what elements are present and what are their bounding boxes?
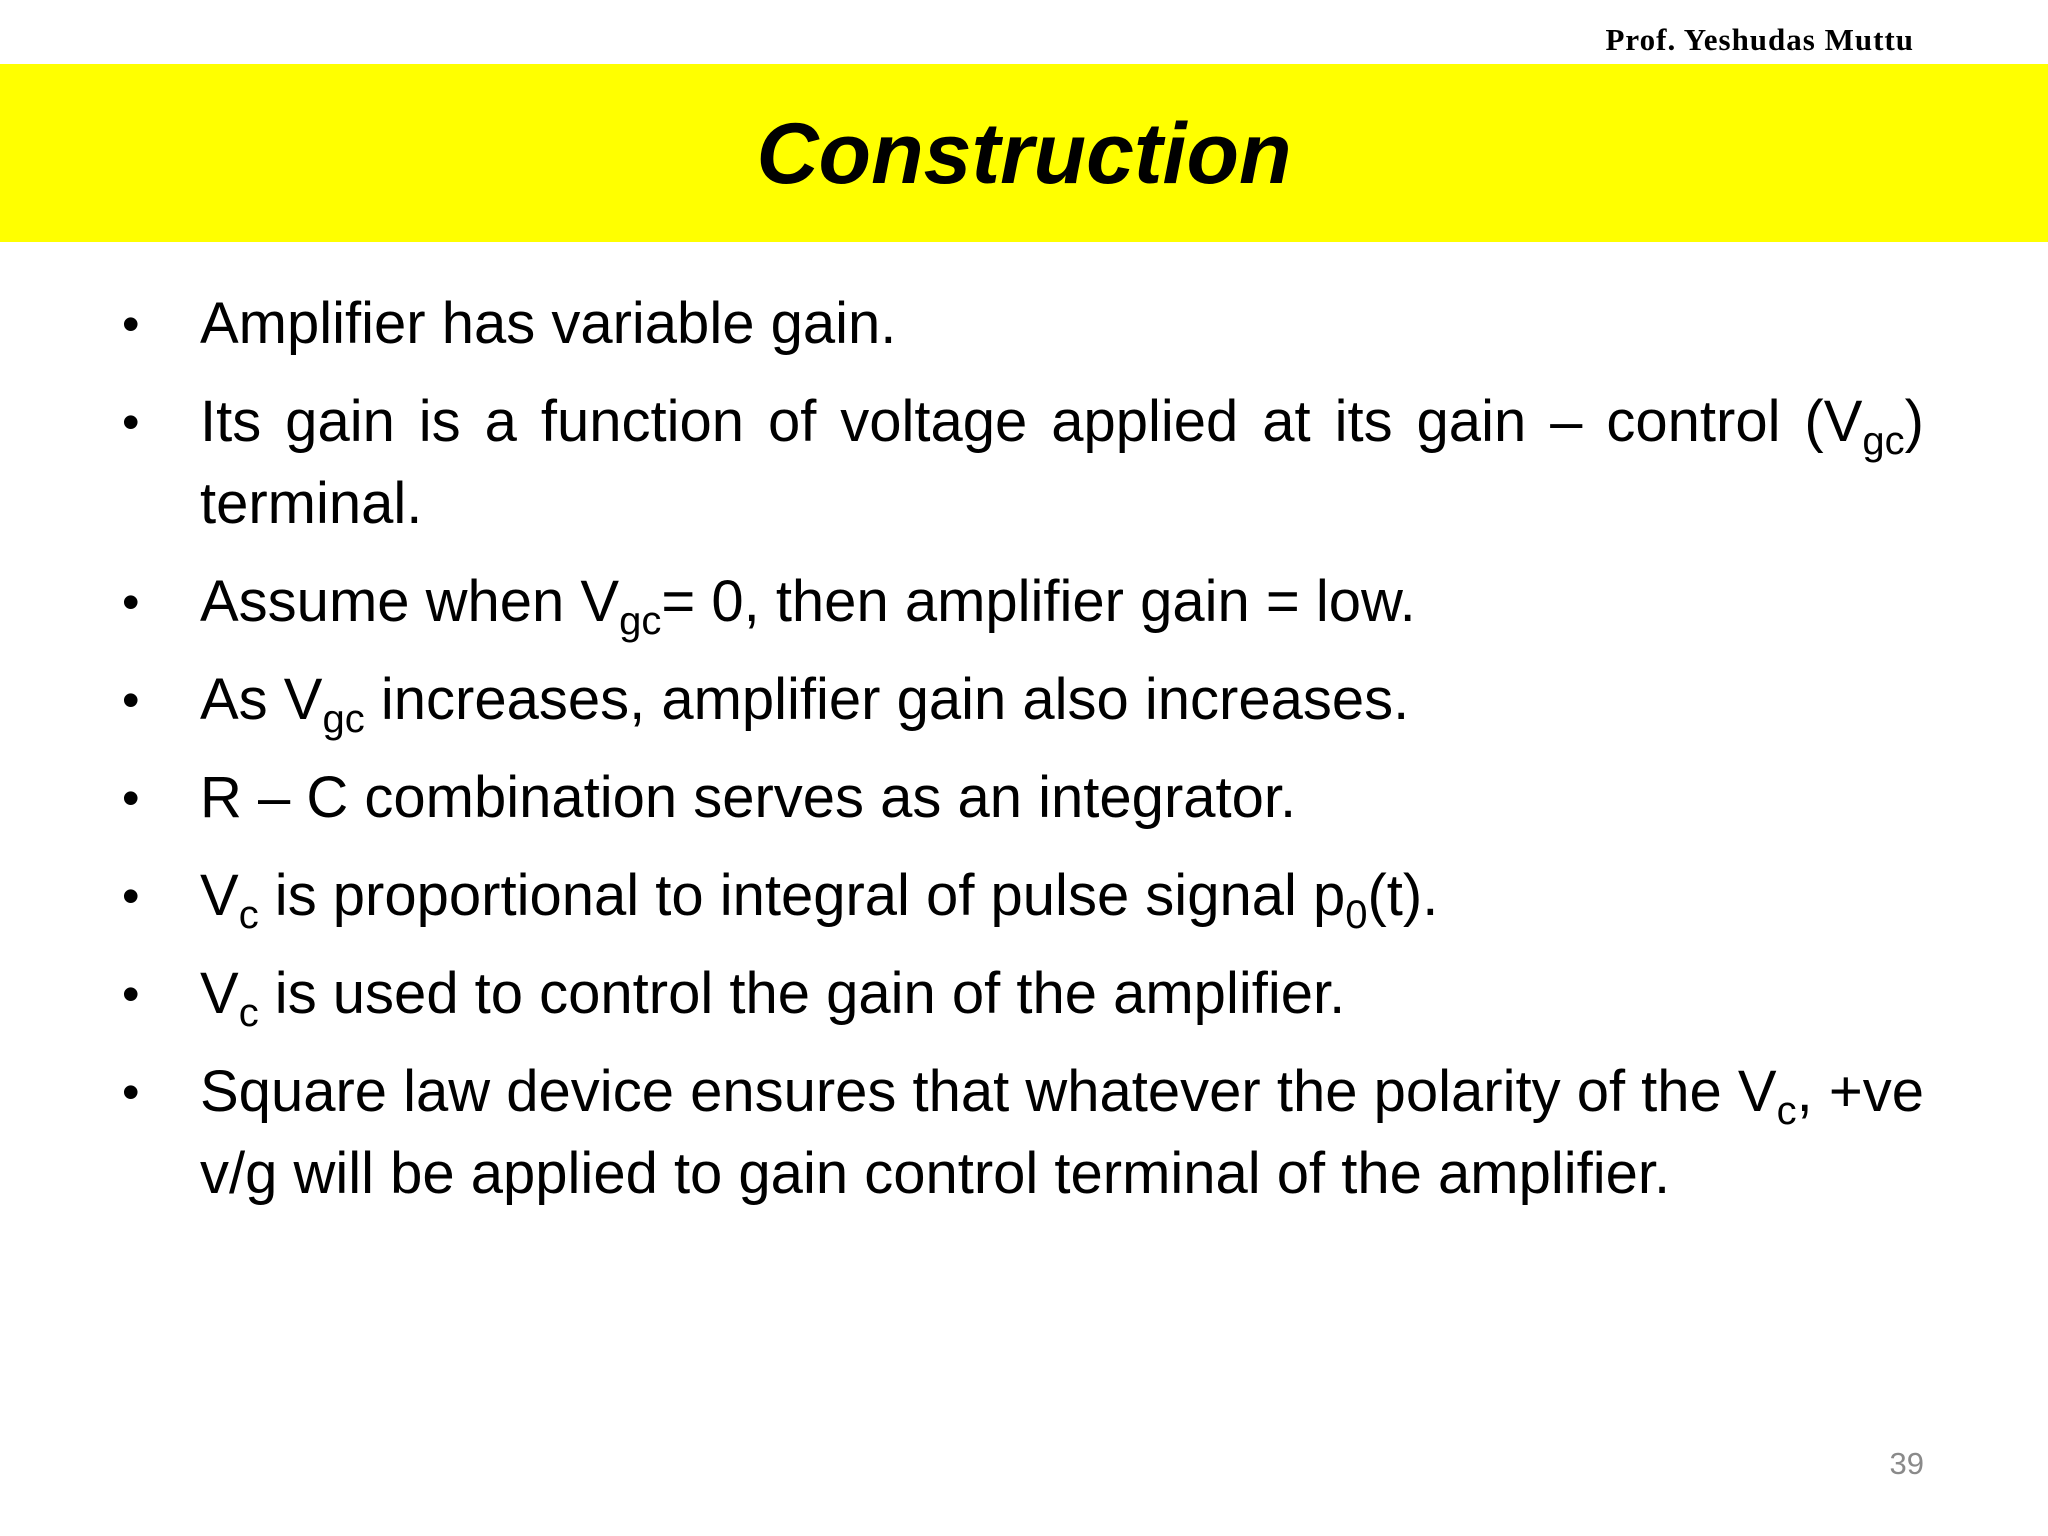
bullet-text: Square law device ensures that whatever the polarity of the V: [200, 1059, 1777, 1124]
bullet-icon: •: [122, 296, 140, 352]
bullet-item-6: [0, 855, 1924, 937]
bullet-icon: •: [122, 1064, 140, 1120]
bullet-item-1: [0, 283, 1924, 365]
bullet-icon: •: [122, 966, 140, 1022]
bullet-text: ) terminal.: [200, 389, 1924, 536]
bullet-text: increases, amplifier gain also increases.: [364, 667, 1410, 732]
bullet-text: Its gain is a function of voltage applied at its gain – control (V: [200, 389, 1863, 454]
bullet-item-7: [0, 953, 1924, 1035]
subscript: c: [238, 991, 259, 1035]
subscript: gc: [619, 599, 662, 643]
bullet-text: V: [200, 863, 239, 928]
page-number: 39: [1889, 1446, 1924, 1481]
bullet-icon: •: [122, 394, 140, 450]
subscript: gc: [1862, 419, 1905, 463]
bullet-text: is used to control the gain of the amplifier.: [258, 961, 1346, 1026]
bullet-icon: •: [122, 868, 140, 924]
bullet-item-8: [0, 1051, 1924, 1215]
subscript: c: [1776, 1089, 1797, 1133]
slide-title: Construction: [756, 106, 1292, 202]
subscript: c: [238, 893, 259, 937]
subscript: gc: [322, 697, 365, 741]
bullet-text: R – C combination serves as an integrator.: [200, 765, 1297, 830]
bullet-list: [0, 283, 2048, 1231]
author-name: Prof. Yeshudas Muttu: [1605, 22, 1914, 57]
bullet-text: (t).: [1367, 863, 1439, 928]
bullet-icon: •: [122, 770, 140, 826]
bullet-item-5: [0, 757, 1924, 839]
bullet-text: is proportional to integral of pulse signal p: [258, 863, 1346, 928]
bullet-item-2: [0, 381, 1924, 545]
bullet-text: , +ve v/g will be applied to gain control terminal of the amplifier.: [200, 1059, 1924, 1206]
bullet-text: Amplifier has variable gain.: [200, 291, 897, 356]
bullet-item-4: [0, 659, 1924, 741]
bullet-text: As V: [200, 667, 323, 732]
bullet-text: V: [200, 961, 239, 1026]
bullet-text: Assume when V: [200, 569, 620, 634]
subscript: 0: [1345, 893, 1368, 937]
bullet-icon: •: [122, 672, 140, 728]
bullet-icon: •: [122, 574, 140, 630]
bullet-text: = 0, then amplifier gain = low.: [661, 569, 1416, 634]
bullet-item-3: [0, 561, 1924, 643]
